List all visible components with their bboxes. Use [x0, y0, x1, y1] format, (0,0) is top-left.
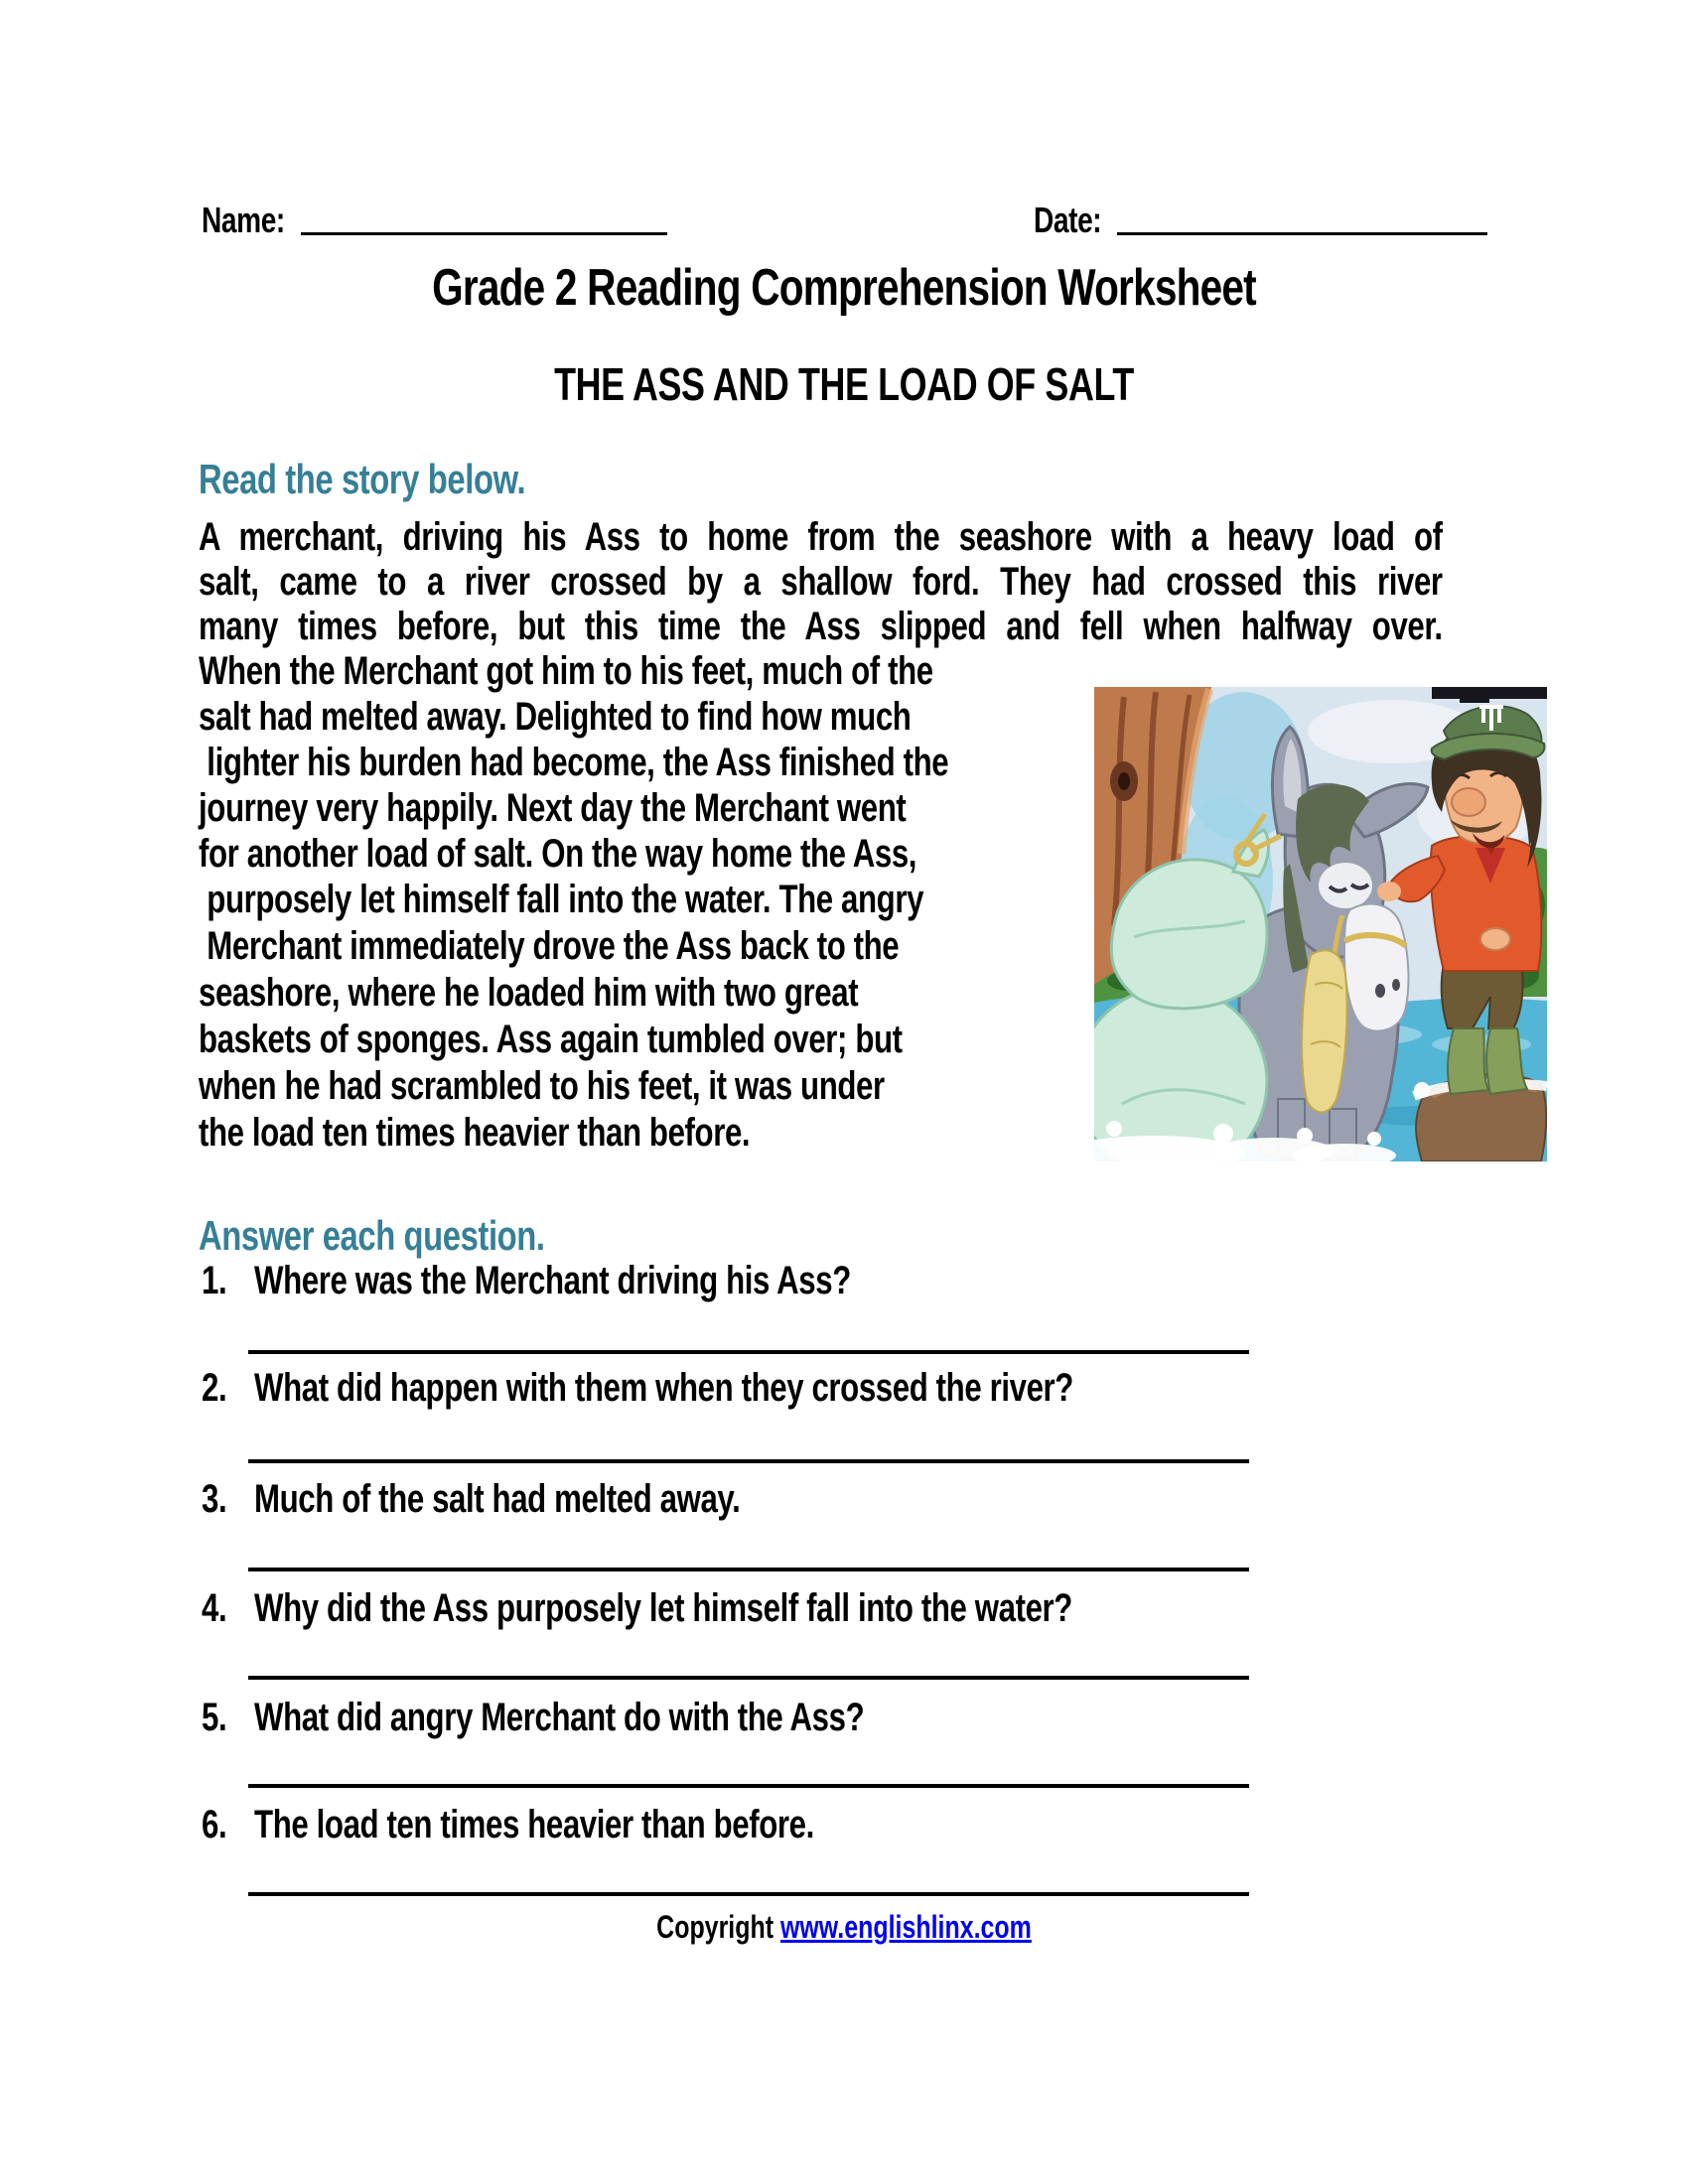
- question-text: Where was the Merchant driving his Ass?: [254, 1259, 851, 1302]
- story-line: many times before, but this time the Ass slipped and fell when halfway over.: [199, 605, 1443, 648]
- story-line: A merchant, driving his Ass to home from the seashore with a heavy load of: [199, 515, 1443, 559]
- date-label: Date:: [1034, 200, 1102, 240]
- answer-line: [248, 1676, 1249, 1680]
- question-text: What did happen with them when they crossed the river?: [254, 1366, 1073, 1410]
- name-label: Name:: [202, 200, 285, 240]
- question-text: Much of the salt had melted away.: [254, 1477, 741, 1521]
- story-line: Merchant immediately drove the Ass back to the: [199, 924, 900, 968]
- story-line: purposely let himself fall into the water. The angry: [199, 878, 924, 921]
- story-line: journey very happily. Next day the Merchant went: [199, 786, 907, 830]
- answer-line: [248, 1892, 1249, 1896]
- hand: [1480, 928, 1510, 950]
- footer: [186, 1910, 1502, 1944]
- story-line: for another load of salt. On the way home the Ass,: [199, 832, 917, 876]
- name-blank-line: [301, 232, 667, 235]
- question-item: [202, 1476, 740, 1522]
- copyright-label: Copyright: [656, 1909, 774, 1945]
- donkey-merchant-illustration: [1094, 687, 1547, 1161]
- yellow-pack: [1302, 950, 1347, 1112]
- story-line: When the Merchant got him to his feet, much of the: [199, 649, 933, 693]
- story-line: baskets of sponges. Ass again tumbled over; but: [199, 1018, 903, 1061]
- question-item: [202, 1695, 864, 1740]
- answer-line: [248, 1568, 1249, 1571]
- story-line: lighter his burden had become, the Ass finished the: [199, 741, 949, 784]
- story-line: the load ten times heavier than before.: [199, 1111, 751, 1155]
- story-line: salt had melted away. Delighted to find how much: [199, 695, 912, 739]
- question-number: 5.: [202, 1696, 227, 1739]
- question-item: [202, 1585, 1072, 1631]
- worksheet-subtitle: THE ASS AND THE LOAD OF SALT: [554, 358, 1134, 410]
- story-heading: Read the story below.: [199, 456, 526, 502]
- boot: [1448, 1028, 1488, 1094]
- date-blank-line: [1117, 232, 1487, 235]
- question-number: 1.: [202, 1259, 227, 1302]
- nose: [1452, 788, 1485, 816]
- copyright-link[interactable]: www.englishlinx.com: [779, 1909, 1032, 1945]
- question-number: 4.: [202, 1586, 227, 1630]
- question-text: The load ten times heavier than before.: [254, 1803, 814, 1846]
- story-line: when he had scrambled to his feet, it was under: [199, 1064, 885, 1108]
- hand: [1377, 882, 1401, 901]
- answer-line: [248, 1784, 1249, 1788]
- page-title: Grade 2 Reading Comprehension Worksheet: [432, 259, 1256, 317]
- question-item: [202, 1258, 851, 1303]
- answer-line: [248, 1459, 1249, 1463]
- question-number: 6.: [202, 1803, 227, 1846]
- question-number: 3.: [202, 1477, 227, 1521]
- questions-heading: Answer each question.: [199, 1212, 545, 1259]
- question-number: 2.: [202, 1366, 227, 1410]
- question-item: [202, 1365, 1073, 1411]
- answer-line: [248, 1350, 1249, 1354]
- question-item: [202, 1802, 814, 1847]
- story-line: seashore, where he loaded him with two great: [199, 971, 859, 1015]
- donkey-muzzle: [1344, 904, 1408, 1031]
- question-text: What did angry Merchant do with the Ass?: [254, 1696, 865, 1739]
- story-line: salt, came to a river crossed by a shallow ford. They had crossed this river: [199, 560, 1443, 604]
- question-text: Why did the Ass purposely let himself fall into the water?: [254, 1586, 1072, 1630]
